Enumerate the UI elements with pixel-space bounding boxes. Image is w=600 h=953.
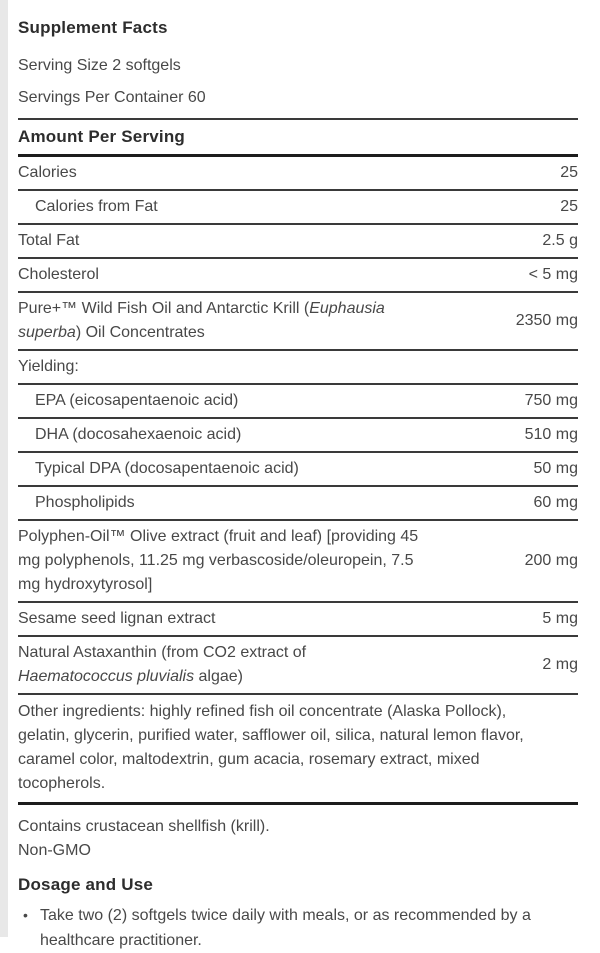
left-gutter-strip (0, 0, 8, 937)
ingredient-amount: 200 mg (524, 552, 578, 569)
table-row (18, 637, 578, 695)
ingredient-name: Cholesterol (18, 266, 99, 283)
amount-per-serving-header: Amount Per Serving (18, 120, 578, 157)
dosage-list (18, 903, 578, 953)
table-row (18, 385, 578, 419)
ingredient-name: Natural Astaxanthin (from CO2 extract of Haematococcus pluvialis algae) (18, 644, 307, 685)
table-row (18, 157, 578, 191)
ingredient-name: Total Fat (18, 232, 80, 249)
non-gmo-note: Non-GMO (18, 842, 91, 859)
ingredient-amount: 750 mg (524, 392, 578, 409)
ingredient-name: Pure+™ Wild Fish Oil and Antarctic Krill (Euphausia superba) Oil Concentrates (18, 300, 385, 341)
supplement-facts-title: Supplement Facts (18, 18, 168, 37)
ingredient-amount: 510 mg (524, 426, 578, 443)
ingredient-name: DHA (docosahexaenoic acid) (35, 426, 242, 443)
ingredient-amount: 25 (560, 164, 578, 181)
servings-per-container-text: Servings Per Container 60 (18, 89, 206, 106)
table-row (18, 225, 578, 259)
ingredient-name: EPA (eicosapentaenoic acid) (35, 392, 239, 409)
list-item (18, 903, 578, 953)
ingredient-amount: < 5 mg (528, 266, 578, 283)
ingredient-name: Calories from Fat (35, 198, 158, 215)
ingredient-name: Sesame seed lignan extract (18, 610, 216, 627)
ingredient-name: Yielding: (18, 358, 79, 375)
table-row (18, 259, 578, 293)
bullet-icon: • (23, 907, 28, 923)
ingredient-amount: 5 mg (542, 610, 578, 627)
supplement-rows (18, 157, 578, 695)
allergen-block (18, 805, 578, 863)
serving-info-block (18, 54, 578, 120)
other-ingredients-text: Other ingredients: highly refined fish oil concentrate (Alaska Pollock), gelatin, glycerin, purified water, safflower oil, silica, natural lemon flavor, caramel color, maltodextrin, gum acacia, rosemary extract, mixed tocopherols. (18, 695, 578, 805)
supplement-facts-panel (18, 0, 578, 953)
ingredient-amount: 60 mg (533, 494, 578, 511)
allergen-note: Contains crustacean shellfish (krill). (18, 818, 270, 835)
ingredient-name: Calories (18, 164, 77, 181)
table-row (18, 487, 578, 521)
table-row (18, 419, 578, 453)
ingredient-amount: 50 mg (533, 460, 578, 477)
ingredient-name: Typical DPA (docosapentaenoic acid) (35, 460, 299, 477)
ingredient-amount: 25 (560, 198, 578, 215)
dosage-and-use-heading: Dosage and Use (18, 875, 154, 894)
ingredient-amount: 2.5 g (542, 232, 578, 249)
table-row (18, 191, 578, 225)
table-row (18, 453, 578, 487)
table-row (18, 293, 578, 351)
ingredient-name: Polyphen-Oil™ Olive extract (fruit and leaf) [providing 45 mg polyphenols, 11.25 mg verbascoside/oleuropein, 7.5 mg hydroxytyrosol] (18, 528, 419, 593)
table-row (18, 351, 578, 385)
table-row (18, 603, 578, 637)
table-row (18, 521, 578, 603)
ingredient-name: Phospholipids (35, 494, 135, 511)
ingredient-amount: 2 mg (542, 656, 578, 673)
ingredient-amount: 2350 mg (515, 312, 578, 329)
serving-size-text: Serving Size 2 softgels (18, 57, 181, 74)
list-item-text: Take two (2) softgels twice daily with meals, or as recommended by a healthcare practitioner. (40, 907, 531, 949)
